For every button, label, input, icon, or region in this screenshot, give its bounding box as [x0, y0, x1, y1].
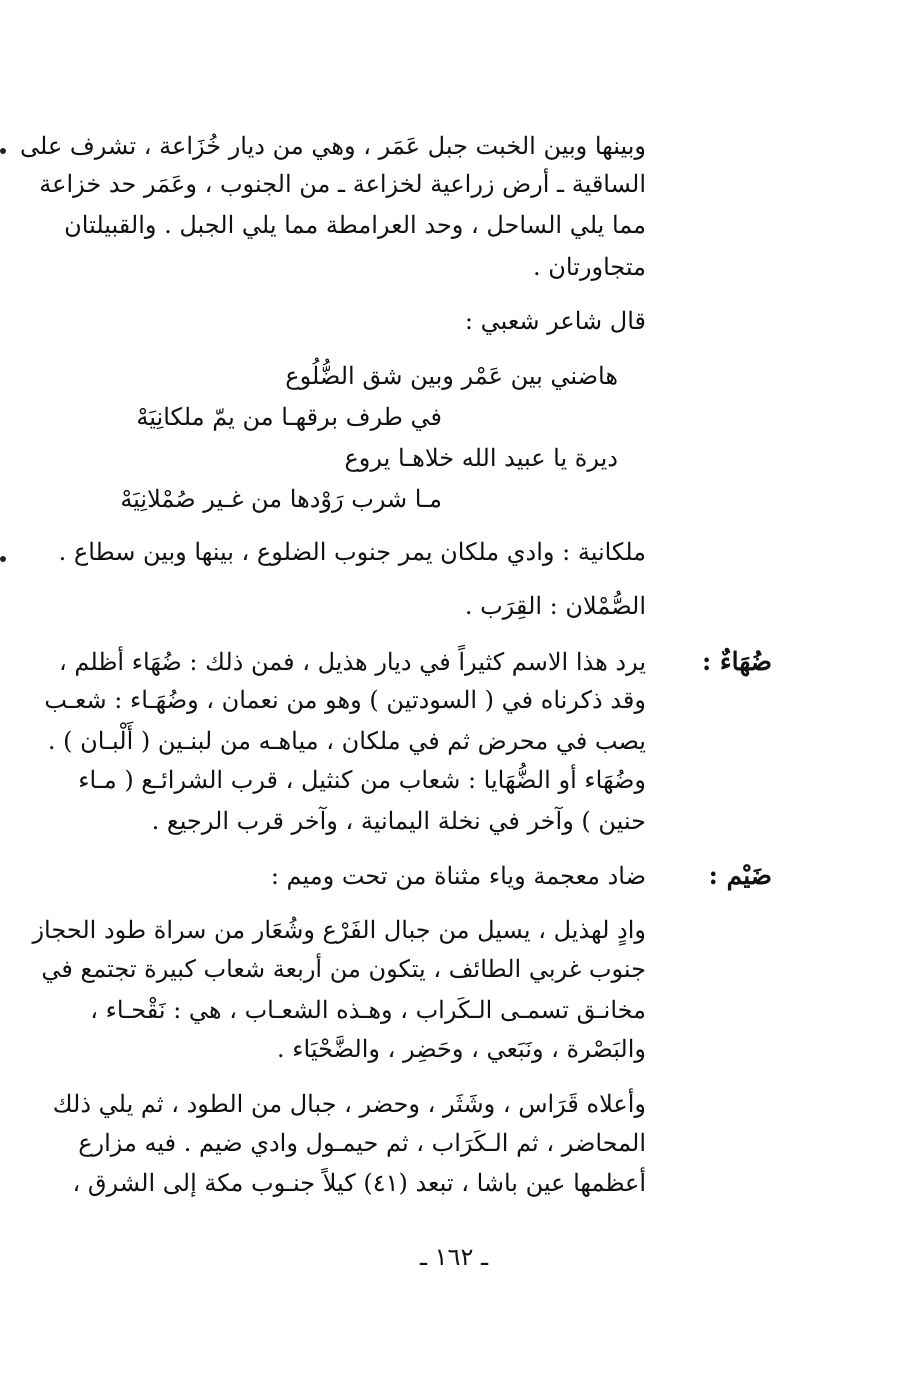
- entry-line: أعظمها عين باشا ، تبعد (٤١) كيلاً جنـوب مكة إلى الشرق ،: [72, 1169, 646, 1197]
- entry-definition: ضاد معجمة وياء مثناة من تحت وميم :: [270, 862, 646, 890]
- entry-line: المحاضر ، ثم الـكَرَاب ، ثم حيمـول وادي ضيم . فيه مزارع: [78, 1129, 646, 1157]
- verse-line: مـا شرب رَوْدها من غـير صُمْلانِيَهْ: [120, 485, 442, 513]
- verse-line: في طرف برقهـا من يمّ ملكانِيَهْ: [136, 403, 442, 431]
- intro-line: مما يلي الساحل ، وحد العرامطة مما يلي الجبل . والقبيلتان: [64, 211, 646, 239]
- entry-line: والبَصْرة ، ونَبَعي ، وحَضِر ، والضَّحْيَاء .: [277, 1035, 646, 1063]
- verse-line: ديرة يا عبيد الله خلاهـا يروع: [344, 444, 618, 472]
- gloss-line: الصُّمْلان : القِرَب .: [464, 592, 646, 620]
- gloss-line: ملكانية : وادي ملكان يمر جنوب الضلوع ، بينها وبين سطاع .: [58, 538, 646, 566]
- verse-line: هاضني بين عَمْر وبين شق الضُّلُوع: [285, 362, 618, 390]
- entry-line: يرد هذا الاسم كثيراً في ديار هذيل ، فمن ذلك : ضُهَاء أظلم ،: [59, 648, 646, 676]
- scan-speck: [0, 148, 6, 154]
- entry-line: وادٍ لهذيل ، يسيل من جبال الفَرْع وشُعَار من سراة طود الحجاز: [32, 916, 646, 944]
- entry-line: وقد ذكرناه في ( السودتين ) وهو من نعمان ، وضُهَـاء : شعـب: [44, 686, 646, 714]
- scan-speck: [0, 556, 6, 562]
- entry-line: يصب في محرض ثم في ملكان ، مياهـه من لبنـين ( أَلْبـان ) .: [47, 727, 646, 755]
- intro-line: متجاورتان .: [533, 253, 646, 281]
- page-number: ـ ١٦٢ ـ: [419, 1243, 488, 1271]
- entry-line: وضُهَاء أو الضُّهَايا : شعاب من كنثيل ، قرب الشرائـع ( مـاء: [78, 766, 646, 794]
- entry-line: حنين ) وآخر في نخلة اليمانية ، وآخر قرب الرجيع .: [151, 807, 646, 835]
- entry-line: مخانـق تسمـى الـكَراب ، وهـذه الشعـاب ، هي : نَقْحـاء ،: [90, 996, 646, 1024]
- poet-intro: قال شاعر شعبي :: [464, 307, 646, 335]
- entry-line: جنوب غربي الطائف ، يتكون من أربعة شعاب كبيرة تجتمع في: [41, 955, 646, 983]
- intro-line: وبينها وبين الخبت جبل عَمَر ، وهي من ديار خُزَاعة ، تشرف على: [20, 132, 646, 160]
- entry-headword: ضُهَاءٌ :: [701, 647, 772, 676]
- entry-headword: ضَيْم :: [708, 861, 772, 890]
- entry-line: وأعلاه قَرَاس ، وشَثَر ، وحضر ، جبال من الطود ، ثم يلي ذلك: [52, 1090, 646, 1118]
- intro-line: الساقية ـ أرض زراعية لخزاعة ـ من الجنوب ، وعَمَر حد خزاعة: [39, 170, 646, 198]
